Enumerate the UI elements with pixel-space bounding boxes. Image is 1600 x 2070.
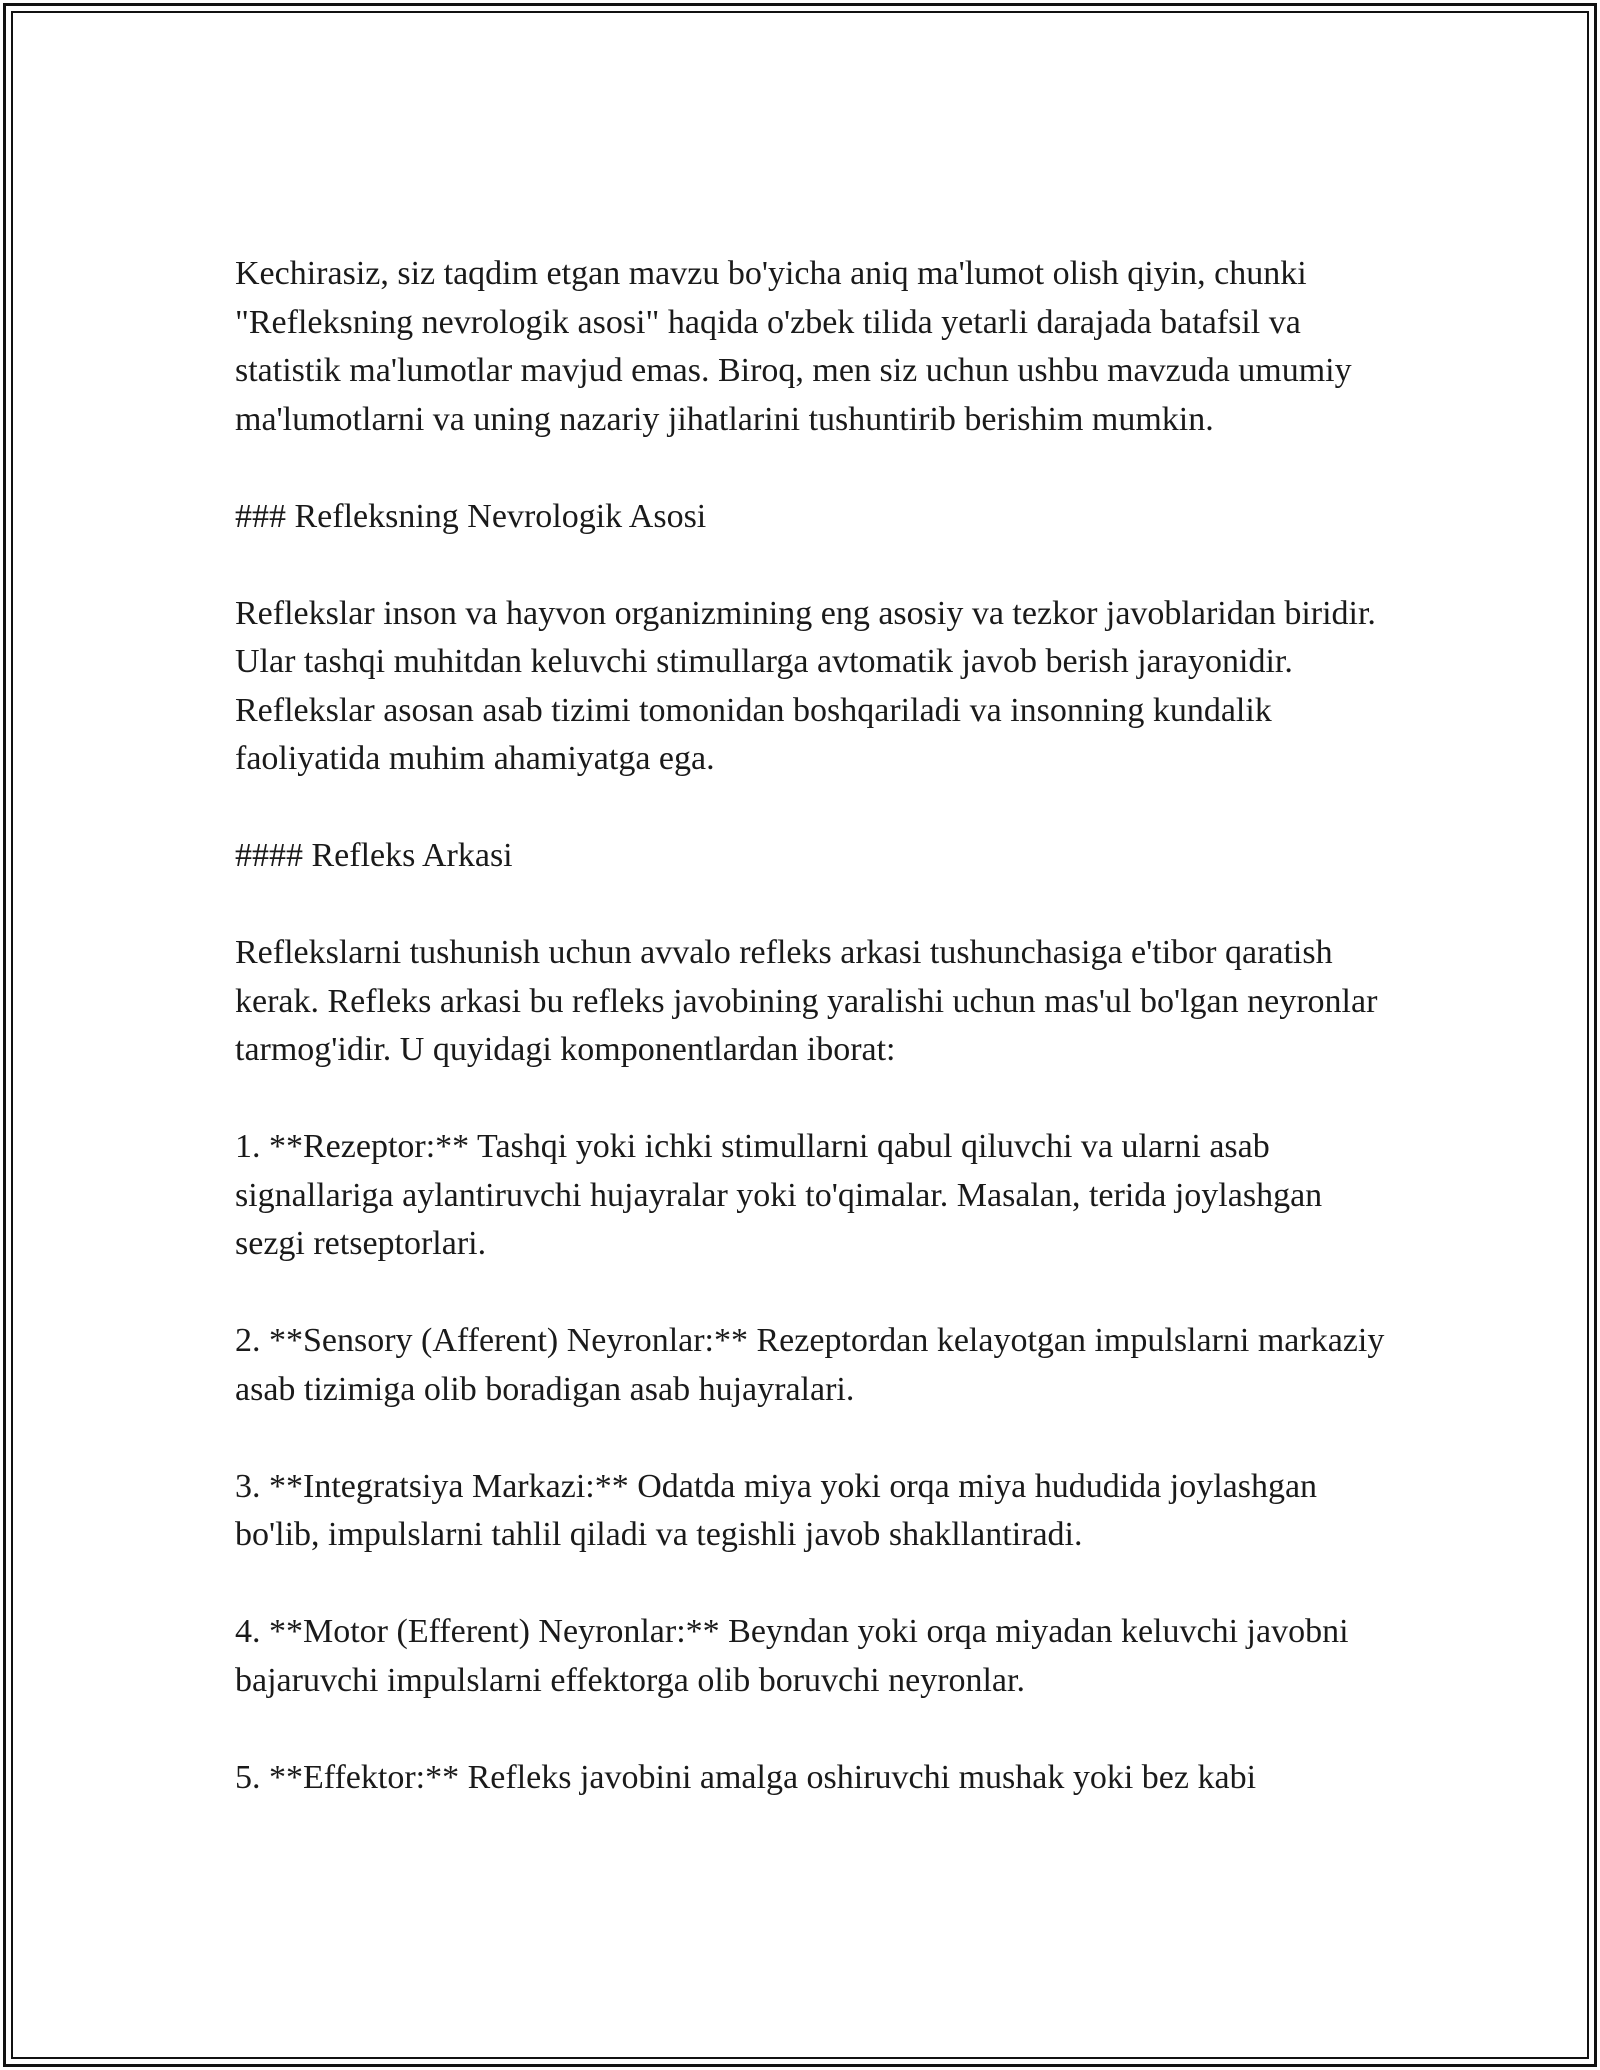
list-item: 3. **Integratsiya Markazi:** Odatda miya yoki orqa miya hududida joylashgan bo'lib, impulslarni tahlil qiladi va tegishli javob shakllantiradi. <box>235 1467 1318 1553</box>
list-item: 5. **Effektor:** Refleks javobini amalga oshiruvchi mushak yoki bez kabi <box>235 1758 1257 1796</box>
list-item: 4. **Motor (Efferent) Neyronlar:** Beyndan yoki orqa miyadan keluvchi javobni bajaruvchi impulslarni effektorga olib boruvchi neyronlar. <box>235 1613 1349 1699</box>
body-paragraph: Reflekslar inson va hayvon organizmining eng asosiy va tezkor javoblaridan biridir. Ular tashqi muhitdan keluvchi stimullarga avtomatik javob berish jarayonidir. Reflekslar asosan asab tizimi tomonidan boshqariladi va insonning kundalik faoliyatida muhim ahamiyatga ega. <box>235 594 1376 777</box>
subsection-heading: #### Refleks Arkasi <box>235 837 513 874</box>
list-item: 1. **Rezeptor:** Tashqi yoki ichki stimullarni qabul qiluvchi va ularni asab signallariga aylantiruvchi hujayralar yoki to'qimalar. Masalan, terida joylashgan sezgi retseptorlari. <box>235 1128 1323 1262</box>
document-body <box>235 250 1395 1802</box>
intro-paragraph: Kechirasiz, siz taqdim etgan mavzu bo'yicha aniq ma'lumot olish qiyin, chunki "Refleksning nevrologik asosi" haqida o'zbek tilida yetarli darajada batafsil va statistik ma'lumotlar mavjud emas. Biroq, men siz uchun ushbu mavzuda umumiy ma'lumotlarni va uning nazariy jihatlarini tushuntirib berishim mumkin. <box>235 255 1352 438</box>
section-heading: ### Refleksning Nevrologik Asosi <box>235 497 707 535</box>
list-item: 2. **Sensory (Afferent) Neyronlar:** Rezeptordan kelayotgan impulslarni markaziy asab tizimiga olib boradigan asab hujayralari. <box>235 1322 1385 1408</box>
body-paragraph: Reflekslarni tushunish uchun avvalo refleks arkasi tushunchasiga e'tibor qaratish kerak. Refleks arkasi bu refleks javobining yaralishi uchun mas'ul bo'lgan neyronlar tarmog'idir. U quyidagi komponentlardan iborat: <box>235 934 1378 1068</box>
